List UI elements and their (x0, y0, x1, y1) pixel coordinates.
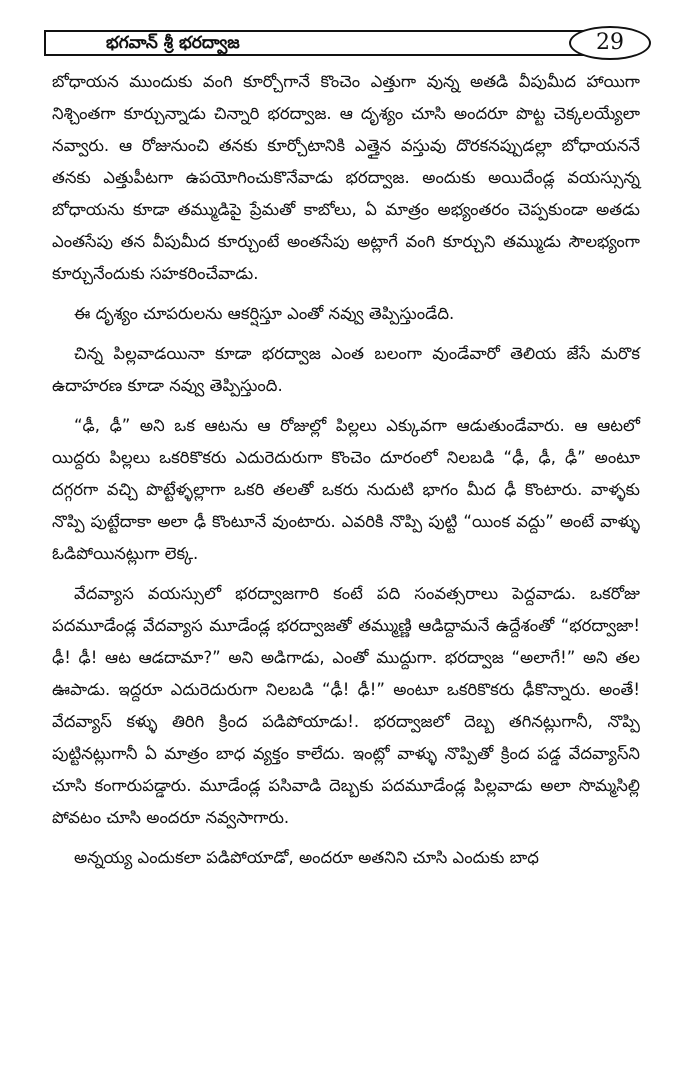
header-bottom-rule (44, 54, 632, 56)
paragraph: బోధాయన ముందుకు వంగి కూర్చోగానే కొంచెం ఎత్తుగా వున్న అతడి వీపుమీద హాయిగా నిశ్చింతగా కూర్చున్నాడు చిన్నారి భరద్వాజ. ఆ దృశ్యం చూసి అందరూ పొట్ట చెక్కలయ్యేలా నవ్వారు. ఆ రోజునుంచి తనకు కూర్చోటానికి ఎత్తైన వస్తువు దొరకనప్పుడల్లా బోధాయననే తనకు ఎత్తుపీటగా ఉపయోగించుకొనేవాడు భరద్వాజ. అందుకు అయిదేండ్ల వయస్సున్న బోధాయను కూడా తమ్ముడిపై ప్రేమతో కాబోలు, ఏ మాత్రం అభ్యంతరం చెప్పకుండా అతడు ఎంతసేపు తన వీపుమీద కూర్చుంటే అంతసేపు అట్లాగే వంగి కూర్చుని తమ్ముడు సౌలభ్యంగా కూర్చునేందుకు సహకరించేవాడు. (52, 72, 640, 283)
paragraph: చిన్న పిల్లవాడయినా కూడా భరద్వాజ ఎంత బలంగా వుండేవారో తెలియ జేసే మరొక ఉదాహరణ కూడా నవ్వు తెప్పిస్తుంది. (52, 344, 640, 395)
page-number: 29 (569, 26, 651, 60)
paragraph: ఈ దృశ్యం చూపరులను ఆకర్షిస్తూ ఎంతో నవ్వు తెప్పిస్తుండేది. (74, 304, 455, 323)
header-left-rule (44, 30, 46, 56)
page-body (52, 66, 640, 874)
book-title: భగవాన్ శ్రీ భరద్వాజ (106, 33, 240, 53)
paragraph: అన్నయ్య ఎందుకలా పడిపోయాడో, అందరూ అతనిని చూసి ఎందుకు బాధ (74, 848, 539, 867)
running-header (44, 30, 632, 56)
paragraph: “ఢీ, ఢీ” అని ఒక ఆటను ఆ రోజుల్లో పిల్లలు ఎక్కువగా ఆడుతుండేవారు. ఆ ఆటలో యిద్దరు పిల్లలు ఒకరికొకరు ఎదురెదురుగా కొంచెం దూరంలో నిలబడి “ఢీ, ఢీ, ఢీ” అంటూ దగ్గరగా వచ్చి పొట్టేళ్ళల్లాగా ఒకరి తలతో ఒకరు నుదుటి భాగం మీద ఢీ కొంటారు. వాళ్ళకు నొప్పి పుట్టేదాకా అలా ఢీ కొంటూనే వుంటారు. ఎవరికి నొప్పి పుట్టి “యింక వద్దు” అంటే వాళ్ళు ఓడిపోయినట్లుగా లెక్క. (52, 416, 640, 563)
paragraph: వేదవ్యాస వయస్సులో భరద్వాజగారి కంటే పది సంవత్సరాలు పెద్దవాడు. ఒకరోజు పదమూడేండ్ల వేదవ్యాస మూడేండ్ల భరద్వాజతో తమ్ముణ్ణి ఆడిద్దామనే ఉద్దేశంతో “భరద్వాజా! ఢీ! ఢీ! ఆట ఆడదామా?” అని అడిగాడు, ఎంతో ముద్దుగా. భరద్వాజ “అలాగే!” అని తల ఊపాడు. ఇద్దరూ ఎదురెదురుగా నిలబడి “ఢీ! ఢీ!” అంటూ ఒకరికొకరు ఢీకొన్నారు. అంతే! వేదవ్యాస్ కళ్ళు తిరిగి క్రింద పడిపోయాడు!. భరద్వాజలో దెబ్బ తగినట్లుగానీ, నొప్పి పుట్టినట్లుగానీ ఏ మాత్రం బాధ వ్యక్తం కాలేదు. ఇంట్లో వాళ్ళు నొప్పితో క్రింద పడ్డ వేదవ్యాస్‌ని చూసి కంగారుపడ్డారు. మూడేండ్ల పసివాడి దెబ్బకు పదమూడేండ్ల పిల్లవాడు అలా సొమ్మసిల్లి పోవటం చూసి అందరూ నవ్వసాగారు. (52, 584, 640, 827)
